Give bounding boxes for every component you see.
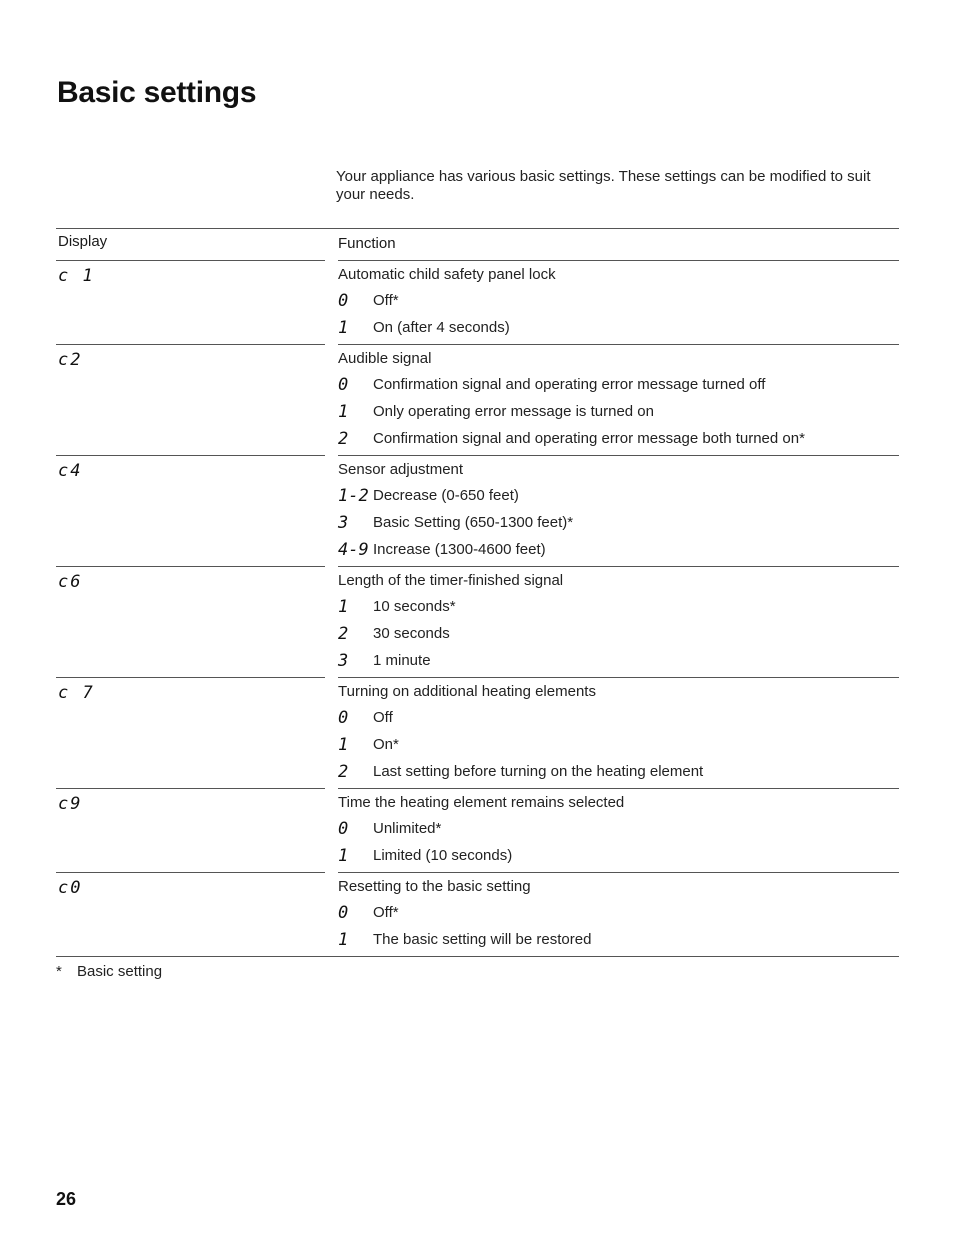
function-title: Turning on additional heating elements — [338, 683, 596, 700]
option-item — [338, 311, 899, 338]
option-value: 3 — [338, 513, 349, 533]
option-description: The basic setting will be restored — [373, 931, 592, 948]
option-item — [338, 284, 899, 311]
option-value: 1 — [338, 402, 349, 422]
option-value: 4-9 — [338, 540, 369, 560]
option-description: On (after 4 seconds) — [373, 319, 510, 336]
footnote-mark: * — [56, 963, 62, 980]
option-description: Decrease (0-650 feet) — [373, 487, 519, 504]
table-row — [56, 788, 899, 872]
option-value: 0 — [338, 708, 349, 728]
table-row — [56, 872, 899, 956]
option-value: 0 — [338, 903, 349, 923]
option-item — [338, 701, 899, 728]
option-value: 1 — [338, 930, 349, 950]
header-display: Display — [58, 233, 108, 250]
display-cell — [56, 566, 325, 677]
option-value: 2 — [338, 762, 349, 782]
function-title: Length of the timer-finished signal — [338, 572, 564, 589]
option-item — [338, 506, 899, 533]
display-cell — [56, 455, 325, 566]
table-row — [56, 344, 899, 455]
function-cell — [338, 788, 899, 872]
option-description: On* — [373, 736, 399, 753]
option-description: Basic Setting (650-1300 feet)* — [373, 514, 574, 531]
page-number: 26 — [56, 1189, 77, 1209]
option-item — [338, 395, 899, 422]
option-item — [338, 644, 899, 671]
display-code: c4 — [58, 461, 83, 481]
settings-table — [56, 228, 899, 957]
option-value: 0 — [338, 819, 349, 839]
option-description: Last setting before turning on the heating element — [373, 763, 704, 780]
option-item — [338, 617, 899, 644]
option-item — [338, 533, 899, 560]
option-item — [338, 590, 899, 617]
display-code: c 7 — [58, 683, 95, 703]
page-title: Basic settings — [57, 76, 257, 109]
option-item — [338, 728, 899, 755]
option-value: 1 — [338, 846, 349, 866]
option-value: 0 — [338, 291, 349, 311]
option-item — [338, 896, 899, 923]
footnote-text: Basic setting — [77, 963, 163, 980]
table-body — [56, 260, 899, 956]
option-item — [338, 422, 899, 449]
option-item — [338, 812, 899, 839]
display-cell — [56, 788, 325, 872]
footnote — [56, 963, 162, 980]
display-cell — [56, 260, 325, 344]
table-row — [56, 260, 899, 344]
option-value: 1 — [338, 597, 349, 617]
option-description: Only operating error message is turned on — [373, 403, 654, 420]
table-header-row — [56, 228, 899, 260]
function-title: Sensor adjustment — [338, 461, 464, 478]
display-cell — [56, 344, 325, 455]
option-description: Off* — [373, 292, 399, 309]
function-cell — [338, 260, 899, 344]
intro-paragraph: Your appliance has various basic settings. These settings can be modified to suit your needs. — [336, 168, 871, 203]
option-description: Off — [373, 709, 393, 726]
option-value: 1-2 — [338, 486, 369, 506]
display-code: c9 — [58, 794, 83, 814]
option-item — [338, 755, 899, 782]
table-row — [56, 455, 899, 566]
option-description: Confirmation signal and operating error message both turned on* — [373, 430, 805, 447]
display-code: c 1 — [58, 266, 95, 286]
option-item — [338, 368, 899, 395]
option-description: Increase (1300-4600 feet) — [373, 541, 546, 558]
option-description: 30 seconds — [373, 625, 450, 642]
function-cell — [338, 872, 899, 956]
display-code: c6 — [58, 572, 83, 592]
display-code: c0 — [58, 878, 83, 898]
option-item — [338, 479, 899, 506]
function-cell — [338, 455, 899, 566]
option-value: 0 — [338, 375, 349, 395]
function-cell — [338, 566, 899, 677]
display-cell — [56, 677, 325, 788]
option-description: Limited (10 seconds) — [373, 847, 513, 864]
header-function: Function — [338, 235, 396, 252]
option-description: 10 seconds* — [373, 598, 456, 615]
display-code: c2 — [58, 350, 83, 370]
table-bottom-rule — [56, 956, 899, 957]
function-title: Automatic child safety panel lock — [338, 266, 556, 283]
option-item — [338, 923, 899, 950]
table-row — [56, 677, 899, 788]
function-title: Audible signal — [338, 350, 432, 367]
option-value: 2 — [338, 624, 349, 644]
option-item — [338, 839, 899, 866]
option-description: Unlimited* — [373, 820, 442, 837]
option-description: Off* — [373, 904, 399, 921]
function-title: Resetting to the basic setting — [338, 878, 531, 895]
option-description: 1 minute — [373, 652, 431, 669]
option-value: 2 — [338, 429, 349, 449]
option-value: 1 — [338, 318, 349, 338]
option-value: 3 — [338, 651, 349, 671]
function-cell — [338, 677, 899, 788]
function-title: Time the heating element remains selected — [338, 794, 625, 811]
option-value: 1 — [338, 735, 349, 755]
function-cell — [338, 344, 899, 455]
option-description: Confirmation signal and operating error message turned off — [373, 376, 766, 393]
table-row — [56, 566, 899, 677]
display-cell — [56, 872, 325, 956]
